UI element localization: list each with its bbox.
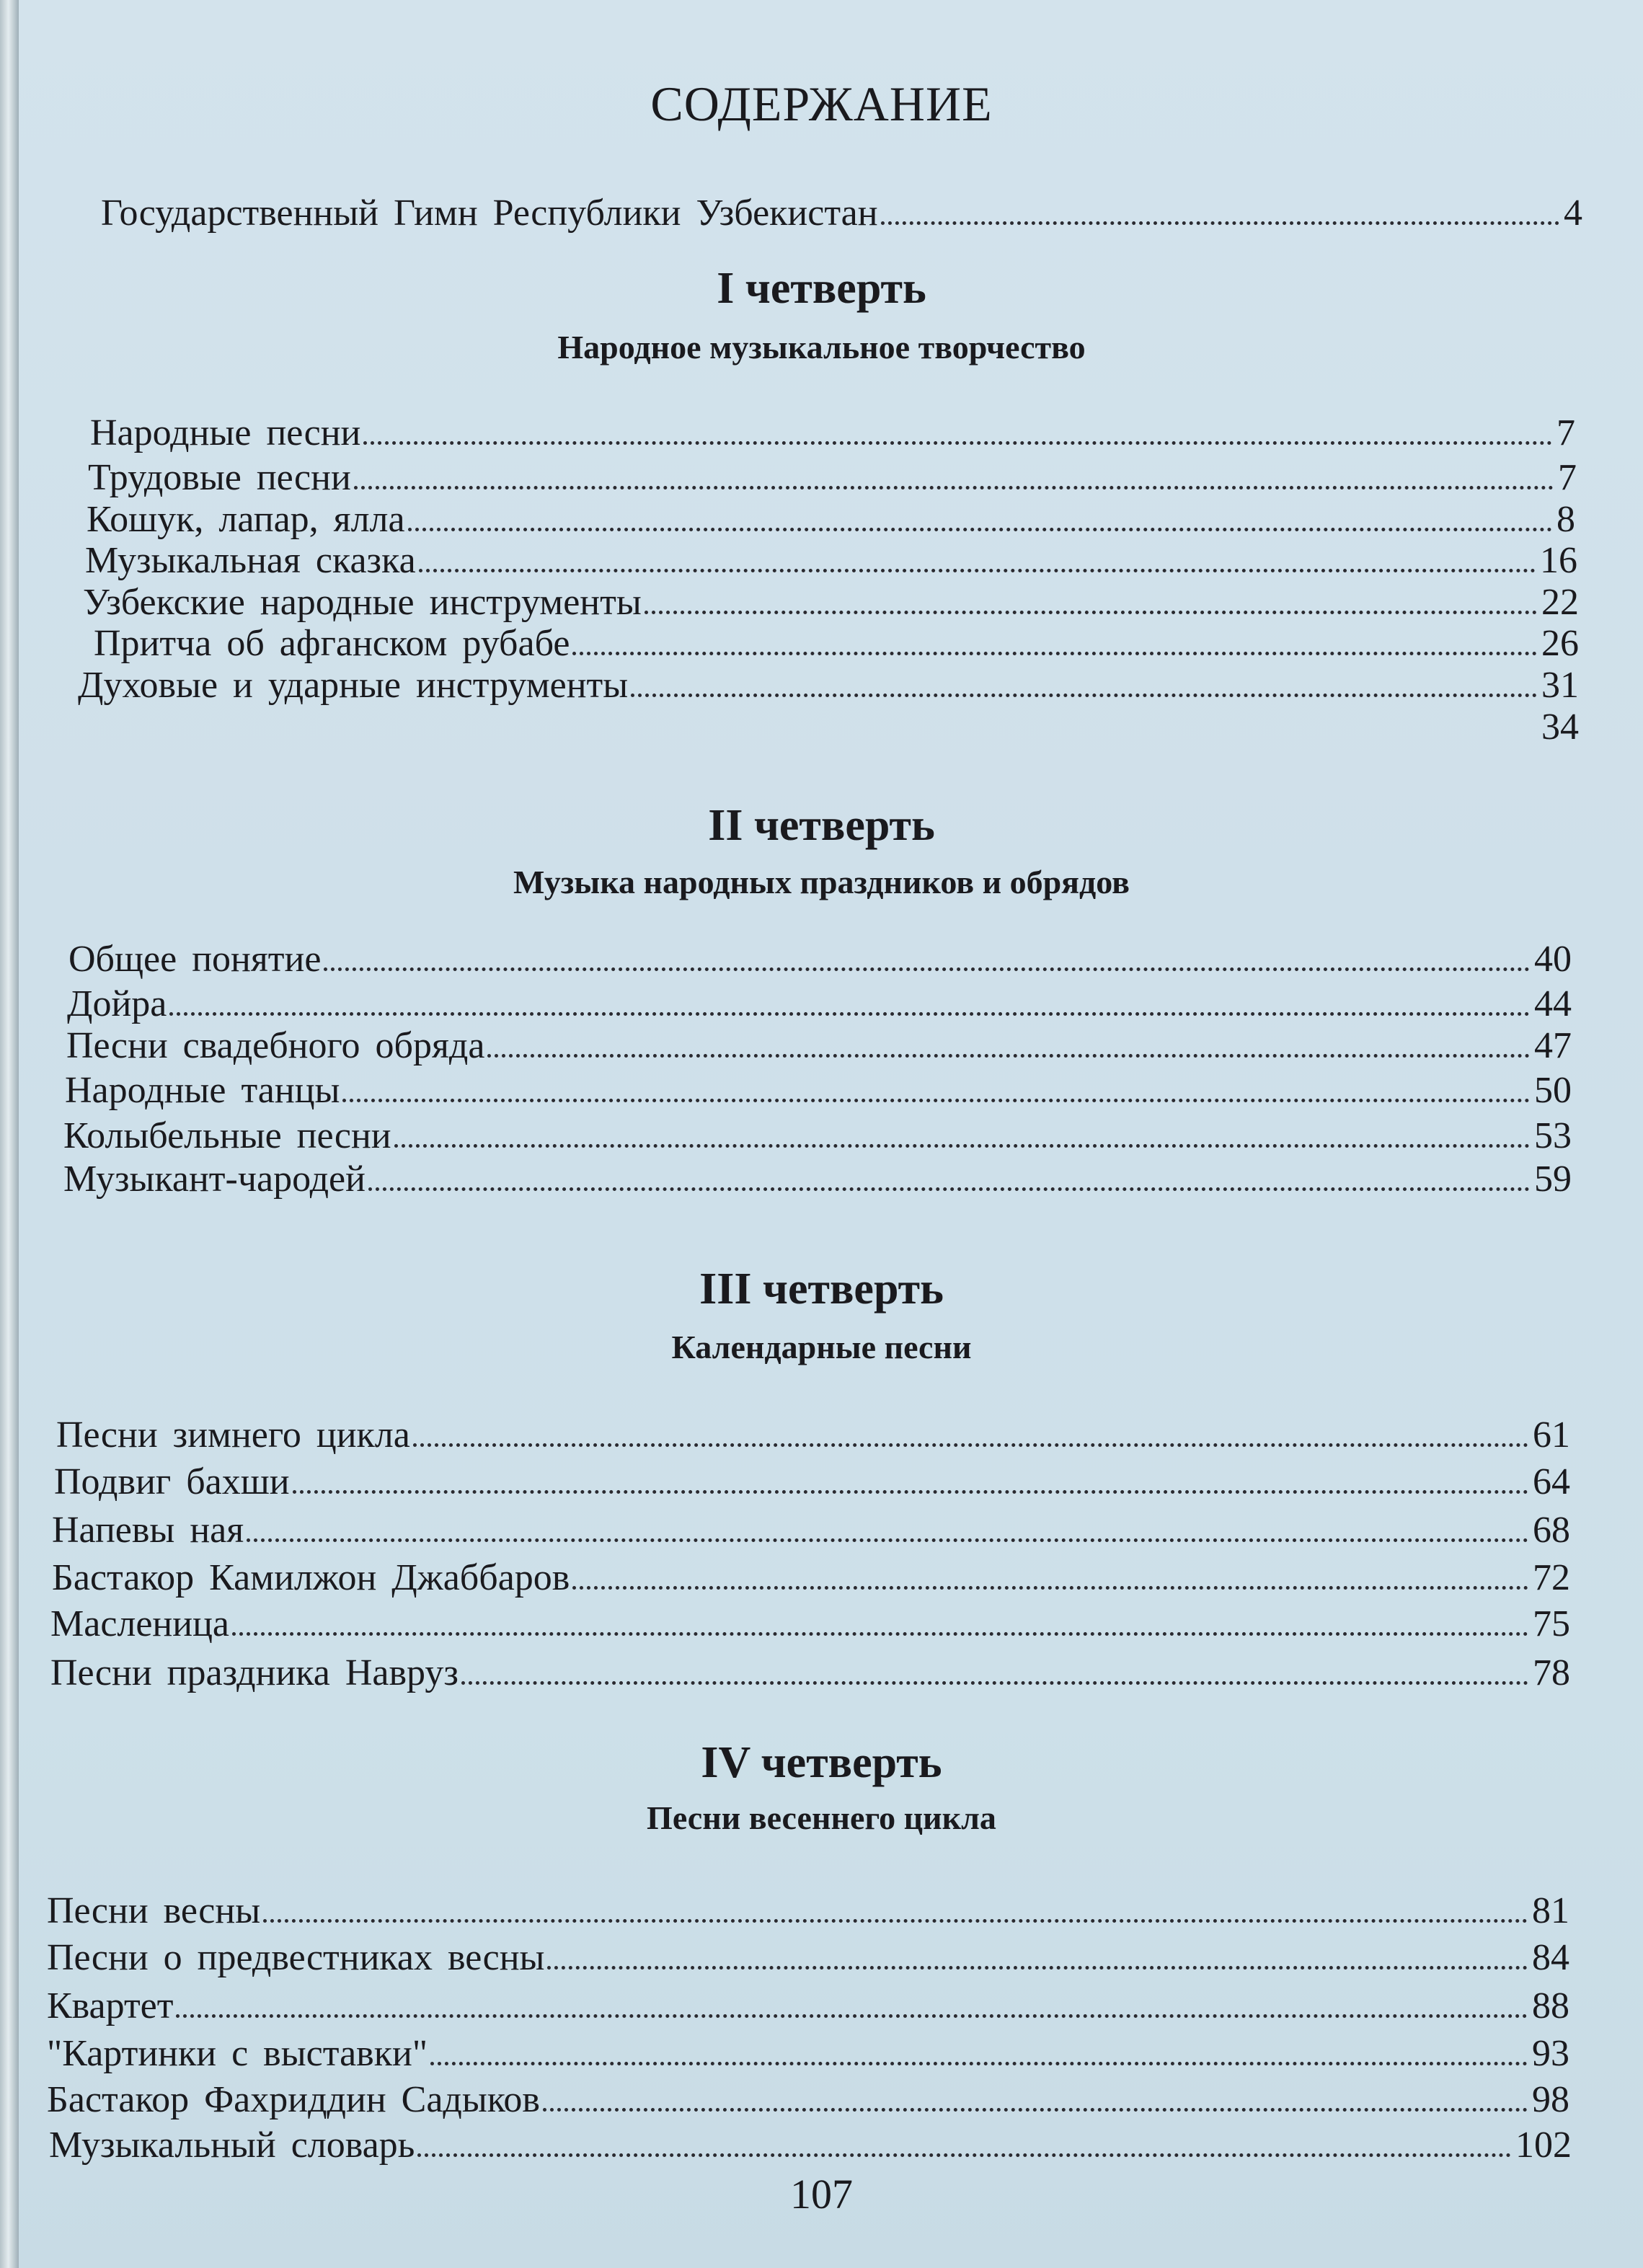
toc-entry xyxy=(50,1651,1570,1696)
toc-entry-label: Песни весны xyxy=(47,1890,261,1931)
toc-entry xyxy=(52,1556,1570,1600)
toc-entry xyxy=(56,1413,1570,1458)
dot-leader xyxy=(368,1187,1530,1191)
toc-entry xyxy=(63,1157,1572,1202)
toc-entry xyxy=(65,1068,1572,1113)
toc-entry-page: 50 xyxy=(1534,1070,1572,1111)
dot-leader xyxy=(543,2108,1528,2112)
toc-entry xyxy=(68,937,1572,982)
dot-leader xyxy=(293,1490,1528,1494)
toc-entry-page: 72 xyxy=(1533,1557,1570,1598)
toc-entry-label: Песни о предвестниках весны xyxy=(47,1937,545,1978)
dot-leader xyxy=(263,1919,1528,1923)
toc-entry xyxy=(50,1602,1570,1647)
toc-entry-page: 22 xyxy=(1541,582,1579,623)
section-heading-q3: III четверть xyxy=(699,1264,944,1314)
toc-entry xyxy=(88,456,1577,500)
dot-leader xyxy=(572,652,1537,655)
page-title: СОДЕРЖАНИЕ xyxy=(650,76,993,131)
toc-entry-page: 93 xyxy=(1532,2033,1569,2074)
toc-entry xyxy=(83,580,1579,625)
section-heading-q1: I четверть xyxy=(717,264,926,313)
dot-leader xyxy=(394,1144,1530,1148)
dot-leader xyxy=(363,441,1552,445)
dot-leader xyxy=(232,1632,1528,1636)
toc-entry-label: Напевы ная xyxy=(52,1510,244,1551)
dot-leader xyxy=(176,2014,1528,2018)
toc-entry-label: Песни праздника Навруз xyxy=(50,1652,459,1693)
section-subtitle-q1: Народное музыкальное творчество xyxy=(557,329,1086,366)
toc-entry-page: 59 xyxy=(1534,1159,1572,1200)
toc-entry-label: Государственный Гимн Республики Узбекистан xyxy=(101,192,878,234)
dot-leader xyxy=(247,1538,1528,1542)
toc-entry-page: 8 xyxy=(1556,499,1575,540)
page-number: 107 xyxy=(790,2171,853,2218)
toc-entry xyxy=(47,1936,1569,1980)
toc-entry-page: 40 xyxy=(1534,939,1572,980)
toc-entry-label: Духовые и ударные инструменты xyxy=(78,665,629,706)
toc-entry xyxy=(90,411,1575,456)
toc-entry-label: Народные песни xyxy=(90,412,361,453)
toc-entry-page: 16 xyxy=(1540,540,1577,581)
toc-entry-label: Трудовые песни xyxy=(88,457,351,498)
toc-entry xyxy=(78,663,1579,708)
dot-leader xyxy=(547,1966,1528,1970)
dot-leader xyxy=(645,611,1537,614)
toc-entry xyxy=(47,2078,1569,2122)
toc-entry-anthem xyxy=(101,191,1582,236)
dot-leader xyxy=(354,486,1554,490)
toc-entry xyxy=(63,1114,1572,1159)
dot-leader xyxy=(413,1443,1528,1447)
toc-entry-label: Дойра xyxy=(67,983,167,1024)
dot-leader xyxy=(342,1099,1530,1102)
toc-entry-label: Кошук, лапар, ялла xyxy=(87,499,405,540)
toc-entry-page: 84 xyxy=(1532,1937,1569,1978)
dot-leader xyxy=(572,1586,1528,1590)
toc-entry-page: 47 xyxy=(1534,1025,1572,1066)
dot-leader xyxy=(631,694,1537,697)
toc-entry xyxy=(47,1984,1569,2029)
section-subtitle-q2: Музыка народных праздников и обрядов xyxy=(513,864,1130,900)
toc-entry-label: Музыкант-чародей xyxy=(63,1159,366,1200)
section-heading-q2: II четверть xyxy=(708,801,935,850)
toc-entry xyxy=(47,1889,1569,1933)
dot-leader xyxy=(408,528,1552,531)
section-heading-q4: IV четверть xyxy=(701,1738,942,1787)
toc-entry xyxy=(49,2123,1572,2168)
toc-entry xyxy=(94,621,1579,666)
toc-entry-page: 26 xyxy=(1541,623,1579,664)
toc-entry xyxy=(1442,705,1579,750)
dot-leader xyxy=(419,569,1536,572)
toc-entry-label: Притча об афганском рубабе xyxy=(94,623,570,664)
toc-entry xyxy=(87,497,1575,542)
toc-entry xyxy=(66,1024,1572,1068)
toc-entry-page: 75 xyxy=(1533,1603,1570,1644)
toc-entry xyxy=(85,539,1577,583)
toc-entry-label: Бастакор Фахриддин Садыков xyxy=(47,2079,540,2120)
toc-entry xyxy=(67,982,1572,1027)
toc-entry xyxy=(47,2032,1569,2076)
toc-entry-label: "Картинки с выставки" xyxy=(47,2033,428,2074)
toc-entry-label: Музыкальный словарь xyxy=(49,2125,415,2166)
toc-entry-page: 7 xyxy=(1556,412,1575,453)
toc-entry-label: Квартет xyxy=(47,1985,174,2026)
toc-entry-label: Песни зимнего цикла xyxy=(56,1414,410,1456)
toc-entry-page: 81 xyxy=(1532,1890,1569,1931)
toc-entry-label: Масленица xyxy=(50,1603,229,1644)
toc-entry-page: 78 xyxy=(1533,1652,1570,1693)
dot-leader xyxy=(417,2153,1511,2157)
toc-entry-page: 4 xyxy=(1564,192,1582,234)
toc-entry-label: Колыбельные песни xyxy=(63,1115,391,1156)
toc-entry xyxy=(54,1460,1570,1505)
toc-entry-page: 61 xyxy=(1533,1414,1570,1456)
toc-entry-page: 102 xyxy=(1515,2125,1572,2166)
toc-entry-label: Бастакор Камилжон Джаббаров xyxy=(52,1557,570,1598)
dot-leader xyxy=(324,967,1530,971)
toc-entry-label: Песни свадебного обряда xyxy=(66,1025,485,1066)
dot-leader xyxy=(881,221,1559,225)
section-subtitle-q4: Песни весеннего цикла xyxy=(647,1799,996,1836)
toc-entry-label: Музыкальная сказка xyxy=(85,540,416,581)
toc-entry-page: 64 xyxy=(1533,1461,1570,1502)
toc-entry-page: 7 xyxy=(1558,457,1577,498)
toc-entry-label: Народные танцы xyxy=(65,1070,340,1111)
dot-leader xyxy=(430,2062,1528,2065)
dot-leader xyxy=(169,1012,1530,1016)
toc-entry-page: 98 xyxy=(1532,2079,1569,2120)
dot-leader xyxy=(461,1681,1528,1685)
toc-entry-page: 88 xyxy=(1532,1985,1569,2026)
toc-entry-label: Подвиг бахши xyxy=(54,1461,290,1502)
toc-entry-page: 34 xyxy=(1541,706,1579,748)
toc-entry-label: Общее понятие xyxy=(68,939,322,980)
toc-entry-label: Узбекские народные инструменты xyxy=(83,582,642,623)
toc-entry xyxy=(52,1508,1570,1553)
toc-entry-page: 53 xyxy=(1534,1115,1572,1156)
dot-leader xyxy=(487,1054,1530,1058)
section-subtitle-q3: Календарные песни xyxy=(671,1329,972,1365)
toc-entry-page: 68 xyxy=(1533,1510,1570,1551)
toc-entry-page: 44 xyxy=(1534,983,1572,1024)
toc-entry-page: 31 xyxy=(1541,665,1579,706)
